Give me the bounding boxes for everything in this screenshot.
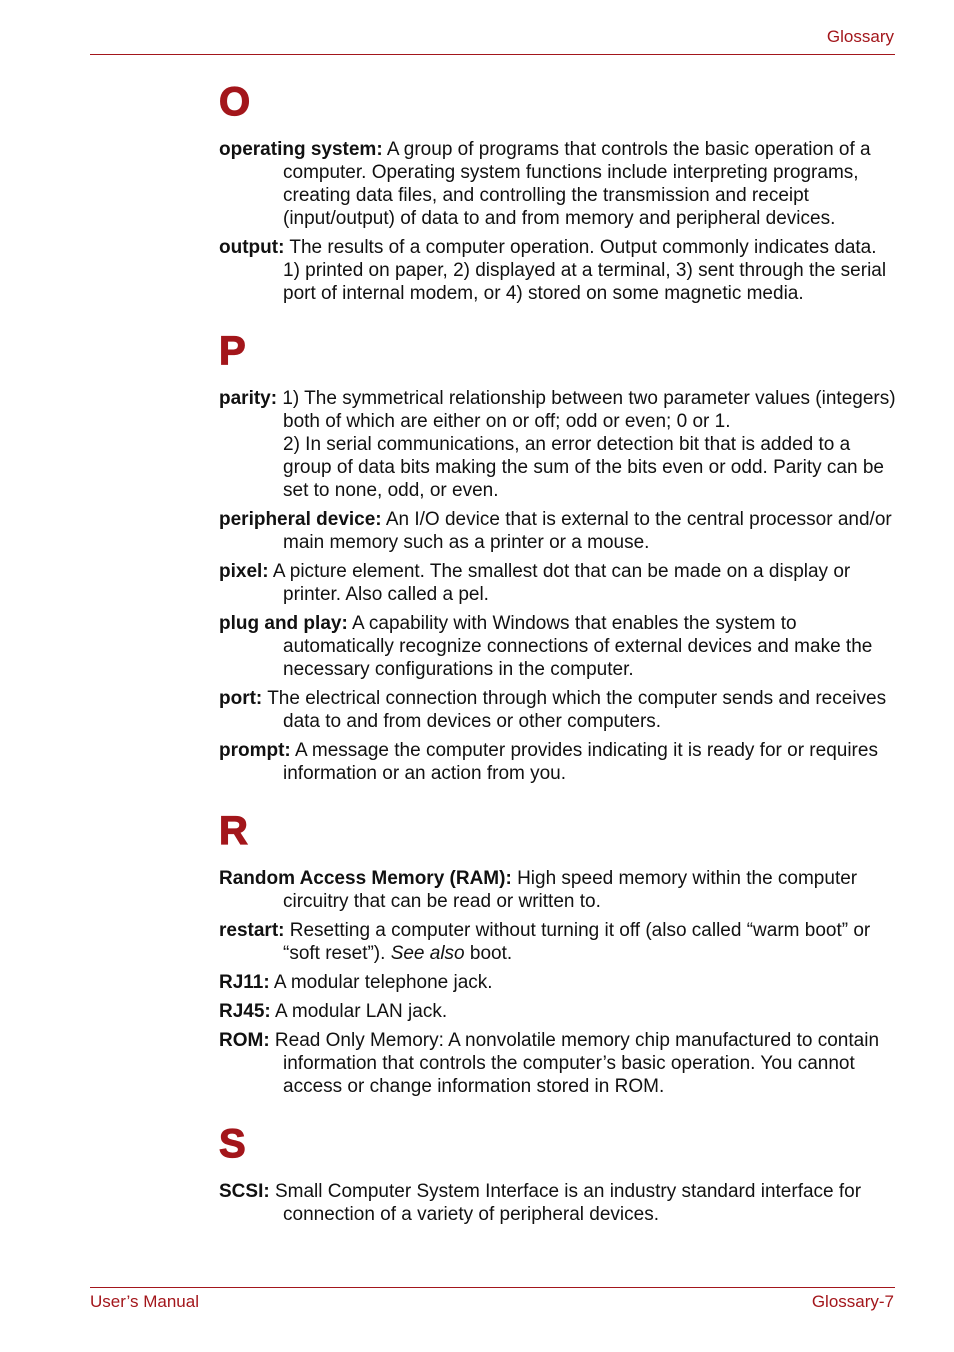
running-header: Glossary [826, 27, 894, 46]
term: prompt: [219, 740, 291, 761]
see-also: See also [390, 943, 465, 964]
page-number: Glossary-7 [811, 1292, 894, 1311]
term: plug and play: [219, 613, 348, 634]
section-r [219, 809, 899, 1098]
section-letter-r: R [219, 809, 248, 853]
section-letter-s: S [219, 1122, 246, 1166]
entry-rom [219, 1029, 899, 1098]
entry-port [219, 687, 899, 733]
definition: Read Only Memory: A nonvolatile memory chip manufactured to contain information that controls the computer’s basic operation. You cannot access or change information stored in ROM. [269, 1030, 880, 1097]
term: restart: [219, 920, 285, 941]
term: RJ11: [219, 972, 270, 993]
entry-prompt [219, 739, 899, 785]
definition: A picture element. The smallest dot that can be made on a display or printer. Also called a pel. [268, 561, 851, 605]
definition: Resetting a computer without turning it off (also called “warm boot” or “soft reset”). [283, 920, 871, 964]
footer-manual-title: User’s Manual [90, 1292, 199, 1311]
entry-rj11 [219, 971, 899, 994]
section-o [219, 80, 899, 305]
definition: 1) The symmetrical relationship between two parameter values (integers) both of which are either on or off; odd or even; 0 or 1. [277, 388, 896, 432]
header-rule [90, 54, 895, 55]
definition: The results of a computer operation. Output commonly indicates data. [284, 237, 877, 258]
section-letter-p: P [219, 329, 246, 373]
entry-peripheral-device [219, 508, 899, 554]
term: ROM: [219, 1030, 270, 1051]
definition: A group of programs that controls the basic operation of a computer. Operating system functions include interpreting programs, creating data files, and controlling the transmission and receipt (input/output) of data to and from memory and peripheral devices. [283, 139, 871, 229]
term: Random Access Memory (RAM): [219, 868, 512, 889]
term: peripheral device: [219, 509, 382, 530]
entry-output [219, 236, 899, 305]
entry-ram [219, 867, 899, 913]
section-s [219, 1122, 899, 1226]
definition-continued: 2) In serial communications, an error detection bit that is added to a group of data bits making the sum of the bits even or odd. Parity can be set to none, odd, or even. [283, 434, 884, 501]
definition-continued: 1) printed on paper, 2) displayed at a terminal, 3) sent through the serial port of internal modem, or 4) stored on some magnetic media. [283, 260, 887, 304]
definition: An I/O device that is external to the central processor and/or main memory such as a printer or a mouse. [283, 509, 892, 553]
entry-parity [219, 387, 899, 502]
section-p [219, 329, 899, 785]
entry-plug-and-play [219, 612, 899, 681]
entry-restart [219, 919, 899, 965]
definition: High speed memory within the computer circuitry that can be read or written to. [283, 868, 858, 912]
term: output: [219, 237, 285, 258]
term: RJ45: [219, 1001, 271, 1022]
see-also-target: boot. [464, 943, 513, 964]
entry-pixel [219, 560, 899, 606]
term: port: [219, 688, 263, 709]
definition: Small Computer System Interface is an industry standard interface for connection of a variety of peripheral devices. [269, 1181, 862, 1225]
definition: A capability with Windows that enables the system to automatically recognize connections of external devices and make the necessary configurations in the computer. [283, 613, 873, 680]
entry-rj45 [219, 1000, 899, 1023]
term: SCSI: [219, 1181, 270, 1202]
section-letter-o: O [219, 80, 251, 124]
term: operating system: [219, 139, 383, 160]
term: pixel: [219, 561, 269, 582]
entry-scsi [219, 1180, 899, 1226]
entry-operating-system [219, 138, 899, 230]
footer-rule [90, 1287, 895, 1288]
glossary-content [219, 80, 899, 1250]
definition: A modular LAN jack. [270, 1001, 448, 1022]
definition: The electrical connection through which the computer sends and receives data to and from devices or other computers. [262, 688, 887, 732]
definition: A message the computer provides indicating it is ready for or requires information or an action from you. [283, 740, 878, 784]
definition: A modular telephone jack. [269, 972, 493, 993]
term: parity: [219, 388, 278, 409]
